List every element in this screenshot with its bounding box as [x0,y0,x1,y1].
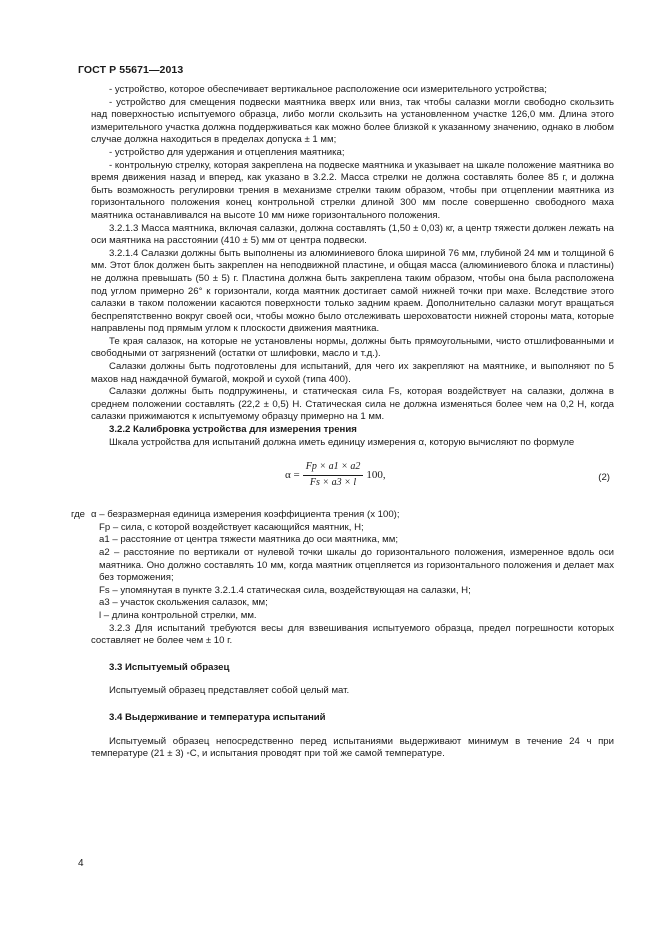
equation-number: (2) [598,472,610,484]
paragraph: Салазки должны быть подпружинены, и статическая сила Fs, которая воздействует на салазки, должна в среднем положении составлять (22,2 ± 0,5) Н. Статическая сила не должна изменяться более чем на 0,2 Н, когда салазки прижимаются к испытуемому образцу примерно на 1 мм. [91,386,614,423]
definition-item: a3 – участок скольжения салазок, мм; [99,597,268,609]
document-body [71,84,614,761]
clause-3-2-1-4: 3.2.1.4 Салазки должны быть выполнены из алюминиевого блока шириной 76 мм, глубиной 24 мм и толщиной 6 мм. Этот блок должен быть закреплен на неподвижной пластине, и общая масса (алюминиевого блока и пластины) не должна превышать (50 ± 5) г. Пластина должна быть закреплена таким образом, чтобы она была расположена под углом примерно 26° к горизонтали, когда маятник достигает самой нижней точки при махе. Вследствие этого салазки в таком положении касаются поверхности только задним краем. Дополнительно салазки могут вращаться беспрепятственно вокруг своей оси, чтобы можно было отслеживать шероховатости нижней стороны мата, которые направлены под прямым углом к плоскости движения маятника. [91,247,614,335]
section-heading-3-2-2: 3.2.2 Калибровка устройства для измерения трения [109,424,357,436]
section-heading-3-3: 3.3 Испытуемый образец [109,661,230,673]
formula-intro: Шкала устройства для испытаний должна иметь единицу измерения α, которую вычисляют по формуле [109,436,575,448]
paragraph: - контрольную стрелку, которая закреплена на подвеске маятника и указывает на шкале положение маятника во время движения назад и вперед, как указано в 3.2.2. Масса стрелки не должна составлять более 85 г, и должна быть возможность регулировки трения в механизме стрелки таким образом, чтобы при отцеплении маятника из горизонтального положения конец контрольной стрелки длиной 300 мм после совершенно свободного маха маятника останавливался на высоте 10 мм ниже горизонтального положения. [91,159,614,221]
definition-item: l – длина контрольной стрелки, мм. [99,609,257,621]
formula-multiplier: 100, [366,469,386,482]
formula [285,461,386,489]
formula-block [91,457,614,503]
paragraph: - устройство для удержания и отцепления маятника; [109,146,345,158]
definitions-list [71,509,614,622]
paragraph: Те края салазок, на которые не установлены нормы, должны быть прямоугольными, чисто отшлифованными и свободными от загрязнений (остатки от шлифовки, масло и т.д.). [91,335,614,360]
page-number: 4 [78,858,84,869]
section-heading-3-4: 3.4 Выдерживание и температура испытаний [109,711,326,723]
definitions-lead: где [71,509,86,521]
section-text-3-3: Испытуемый образец представляет собой целый мат. [109,685,350,697]
definition-item: a2 – расстояние по вертикали от нулевой точки шкалы до горизонтального положения, измеренное вдоль оси маятника. Оно должно составлять 10 мм, когда маятник отцепляется из горизонтального положения и делает мах без торможения; [99,547,614,584]
standard-designation: ГОСТ Р 55671—2013 [78,64,184,76]
definition-item: α – безразмерная единица измерения коэффициента трения (х 100); [91,509,400,521]
formula-lhs: α = [285,469,300,482]
definition-item: a1 – расстояние от центра тяжести маятника до оси маятника, мм; [99,534,399,546]
paragraph: - устройство для смещения подвески маятника вверх или вниз, так чтобы салазки могли свободно скользить над поверхностью испытуемого образца, либо могли скользить на установленном участке 126,0 мм. Длина этого измерительного участка должна поддерживаться как можно более близкой к указанному значению, однако в любом случае должна находиться в пределах допуска ± 1 мм; [91,96,614,146]
definition-item: Fs – упомянутая в пункте 3.2.1.4 статическая сила, воздействующая на салазки, Н; [99,584,471,596]
formula-denominator: Fs × a3 × l [309,476,357,488]
section-text-3-4: Испытуемый образец непосредственно перед испытаниями выдерживают минимум в течение 24 ч при температуре (21 ± 3) ◦С, и испытания проводят при той же самой температуре. [91,735,614,760]
formula-fraction [303,461,364,489]
definition-item: Fp – сила, с которой воздействует касающийся маятник, Н; [99,521,364,533]
clause-3-2-1-3: 3.2.1.3 Масса маятника, включая салазки, должна составлять (1,50 ± 0,03) кг, а центр тяжести должен лежать на оси маятника на расстоянии (410 ± 5) мм от центра подвески. [91,222,614,247]
paragraph: Салазки должны быть подготовлены для испытаний, для чего их закрепляют на маятнике, и выполняют по 5 махов над наждачной бумагой, мокрой и сухой (типа 400). [91,361,614,385]
clause-3-2-3: 3.2.3 Для испытаний требуются весы для взвешивания испытуемого образца, предел погрешности которых составляет не более чем ± 10 г. [91,622,614,647]
formula-numerator: Fp × a1 × a2 [303,461,364,476]
paragraph: - устройство, которое обеспечивает вертикальное расположение оси измерительного устройства; [109,84,547,95]
